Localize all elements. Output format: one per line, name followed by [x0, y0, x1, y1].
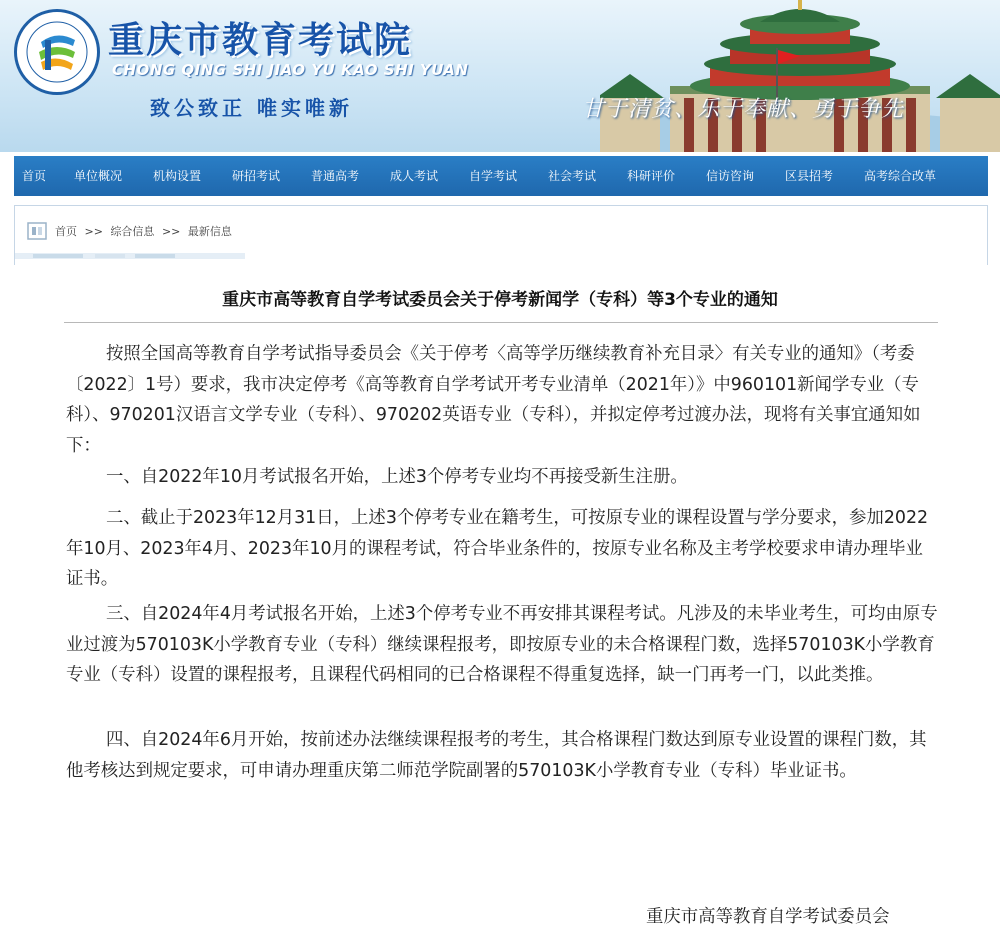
site-motto: 致公致正 唯实唯新 — [150, 96, 353, 120]
location-icon — [27, 222, 47, 240]
nav-item-grad-exam[interactable]: 研招考试 — [232, 169, 281, 183]
breadcrumb-home[interactable]: 首页 — [55, 225, 77, 238]
article-paragraph: 按照全国高等教育自学考试指导委员会《关于停考〈高等学历继续教育补充目录〉有关专业的通知》（考委〔2022〕1号）要求，我市决定停考《高等教育自学考试开考专业清单（2021年）》中960101新闻学专业（专科）、970201汉语言文学专业（专科）、970202英语专业（专科），并拟定停考过渡办法，现将有关事宜通知如下： — [66, 344, 921, 456]
nav-item-reform[interactable]: 高考综合改革 — [864, 169, 937, 183]
breadcrumb-panel — [14, 205, 988, 265]
nav-item-structure[interactable]: 机构设置 — [153, 169, 202, 183]
breadcrumb-separator: >> — [84, 225, 103, 238]
article-paragraph: 四、自2024年6月开始，按前述办法继续课程报考的考生，其合格课程门数达到原专业设置的课程门数，其他考核达到规定要求，可申请办理重庆第二师范学院副署的570103K小学教育专业（专科）毕业证书。 — [66, 730, 927, 781]
logo-emblem-icon — [17, 12, 97, 92]
nav-item-self-study[interactable]: 自学考试 — [469, 169, 518, 183]
breadcrumb-separator: >> — [161, 225, 181, 238]
nav-item-district[interactable]: 区县招考 — [785, 169, 834, 183]
decorative-divider — [15, 253, 245, 259]
site-title: 重庆市教育考试院 — [108, 20, 413, 61]
article-paragraph: 二、截止于2023年12月31日，上述3个停考专业在籍考生，可按原专业的课程设置与学分要求，参加2022年10月、2023年4月、2023年10月的课程考试，符合毕业条件的，按原专业名称及主考学校要求申请办理毕业证书。 — [66, 508, 929, 590]
title-divider — [64, 322, 938, 323]
breadcrumb-section[interactable]: 综合信息 — [110, 225, 155, 238]
nav-item-gaokao[interactable]: 普通高考 — [311, 169, 360, 183]
site-pinyin: CHONG QING SHI JIAO YU KAO SHI YUAN — [112, 61, 469, 79]
nav-item-home[interactable]: 首页 — [22, 169, 47, 183]
article-title: 重庆市高等教育自学考试委员会关于停考新闻学（专科）等3个专业的通知 — [222, 290, 778, 310]
nav-item-research[interactable]: 科研评价 — [627, 169, 676, 183]
breadcrumb-current: 最新信息 — [187, 225, 232, 238]
breadcrumb — [55, 223, 232, 239]
nav-item-social-exam[interactable]: 社会考试 — [548, 169, 597, 183]
article-paragraph: 三、自2024年4月考试报名开始，上述3个停考专业不再安排其课程考试。凡涉及的未毕业考生，可均由原专业过渡为570103K小学教育专业（专科）继续课程报考，即按原专业的未合格课程门数，选择570103K小学教育专业（专科）设置的课程报考，且课程代码相同的已合格课程不得重复选择，缺一门再考一门，以此类推。 — [66, 604, 938, 686]
nav-item-petition[interactable]: 信访咨询 — [706, 169, 755, 183]
site-slogan: 甘于清贫、乐于奉献、勇于争先 — [582, 97, 905, 122]
main-nav — [14, 156, 988, 196]
site-header — [0, 0, 1000, 152]
article-paragraph: 一、自2022年10月考试报名开始，上述3个停考专业均不再接受新生注册。 — [106, 467, 688, 487]
nav-item-about[interactable]: 单位概况 — [74, 169, 123, 183]
article-signature: 重庆市高等教育自学考试委员会 — [646, 907, 890, 927]
nav-item-adult-exam[interactable]: 成人考试 — [390, 169, 439, 183]
building-illustration — [600, 0, 1000, 152]
site-logo[interactable] — [14, 9, 100, 95]
